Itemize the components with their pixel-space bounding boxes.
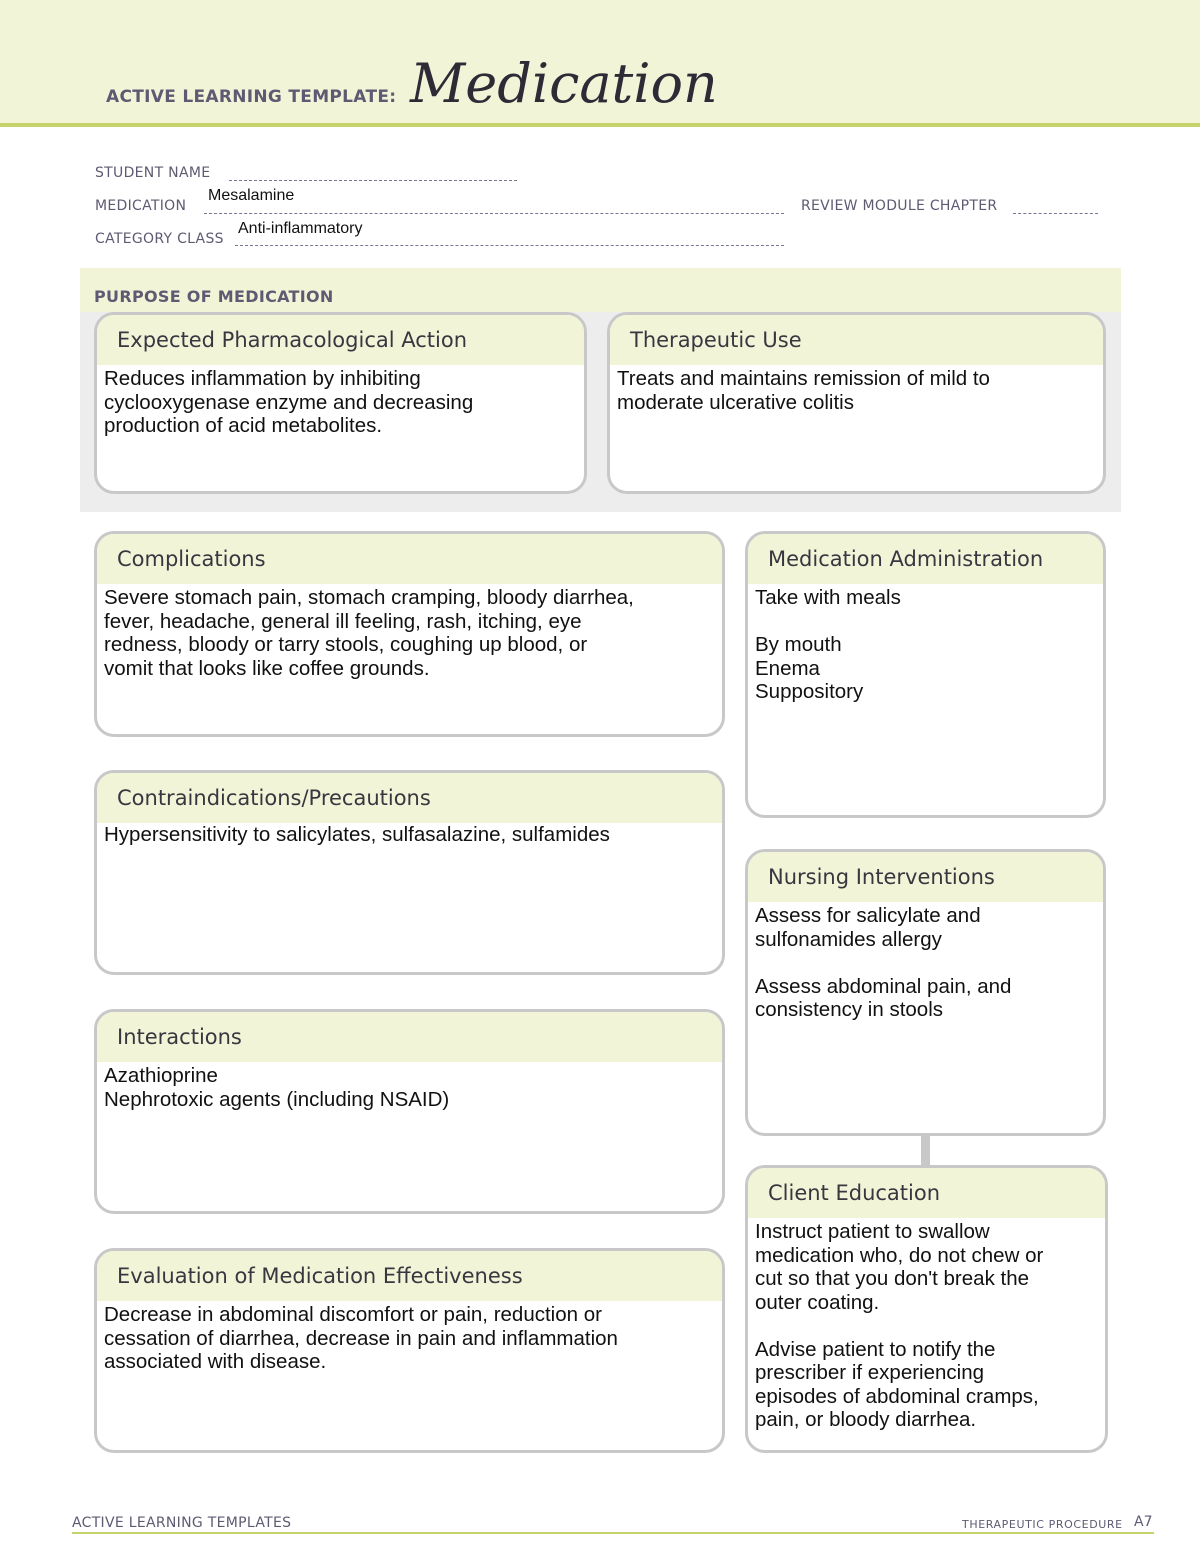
contraindications-title: Contraindications/Precautions (97, 773, 722, 823)
page-number: A7 (1134, 1514, 1153, 1530)
student-name-line[interactable] (229, 180, 517, 181)
client-education-card[interactable] (745, 1165, 1108, 1453)
client-education-title: Client Education (748, 1168, 1105, 1218)
connector-bar (921, 1134, 930, 1166)
nursing-interventions-card[interactable] (745, 849, 1106, 1136)
contraindications-body: Hypersensitivity to salicylates, sulfasalazine, sulfamides (104, 823, 610, 846)
category-class-label: CATEGORY CLASS (95, 231, 224, 247)
nursing-interventions-body: Assess for salicylate and sulfonamides allergy Assess abdominal pain, and consistency in stools (755, 904, 1012, 1021)
nursing-interventions-title: Nursing Interventions (748, 852, 1103, 902)
interactions-title: Interactions (97, 1012, 722, 1062)
expected-action-title: Expected Pharmacological Action (97, 315, 584, 365)
medication-value: Mesalamine (208, 187, 295, 204)
complications-body: Severe stomach pain, stomach cramping, bloody diarrhea, fever, headache, general ill feeling, rash, itching, eye redness, bloody or tarry stools, coughing up blood, or vomit that looks like coffee grounds. (104, 586, 634, 680)
therapeutic-use-title: Therapeutic Use (610, 315, 1103, 365)
expected-action-card[interactable] (94, 312, 587, 494)
footer-left-label: ACTIVE LEARNING TEMPLATES (72, 1515, 292, 1531)
category-class-value: Anti-inflammatory (238, 220, 363, 237)
interactions-body: Azathioprine Nephrotoxic agents (including NSAID) (104, 1064, 450, 1111)
page-title: Medication (410, 52, 718, 115)
review-module-label: REVIEW MODULE CHAPTER (801, 198, 998, 214)
contraindications-card[interactable] (94, 770, 725, 975)
medication-line[interactable] (204, 213, 784, 214)
evaluation-title: Evaluation of Medication Effectiveness (97, 1251, 722, 1301)
client-education-body: Instruct patient to swallow medication who, do not chew or cut so that you don't break the outer coating. Advise patient to notify the prescriber if experiencing episodes of abdominal cramps, pain, or bloody diarrhea. (755, 1220, 1044, 1431)
student-name-label: STUDENT NAME (95, 165, 211, 181)
purpose-title: PURPOSE OF MEDICATION (94, 287, 334, 306)
complications-card[interactable] (94, 531, 725, 737)
medication-administration-title: Medication Administration (748, 534, 1103, 584)
footer-rule (72, 1532, 1154, 1534)
medication-administration-body: Take with meals By mouth Enema Suppository (755, 586, 901, 703)
medication-label: MEDICATION (95, 198, 187, 214)
therapeutic-use-card[interactable] (607, 312, 1106, 494)
review-module-line[interactable] (1013, 213, 1098, 214)
footer-right-label: THERAPEUTIC PROCEDURE (962, 1518, 1123, 1531)
expected-action-body: Reduces inflammation by inhibiting cyclooxygenase enzyme and decreasing production of acid metabolites. (104, 367, 474, 437)
header-rule (0, 123, 1200, 127)
evaluation-body: Decrease in abdominal discomfort or pain, reduction or cessation of diarrhea, decrease in pain and inflammation associated with disease. (104, 1303, 618, 1373)
interactions-card[interactable] (94, 1009, 725, 1214)
therapeutic-use-body: Treats and maintains remission of mild to moderate ulcerative colitis (617, 367, 990, 414)
category-class-line[interactable] (235, 245, 784, 246)
complications-title: Complications (97, 534, 722, 584)
evaluation-card[interactable] (94, 1248, 725, 1453)
template-label: ACTIVE LEARNING TEMPLATE: (106, 87, 397, 107)
medication-administration-card[interactable] (745, 531, 1106, 818)
